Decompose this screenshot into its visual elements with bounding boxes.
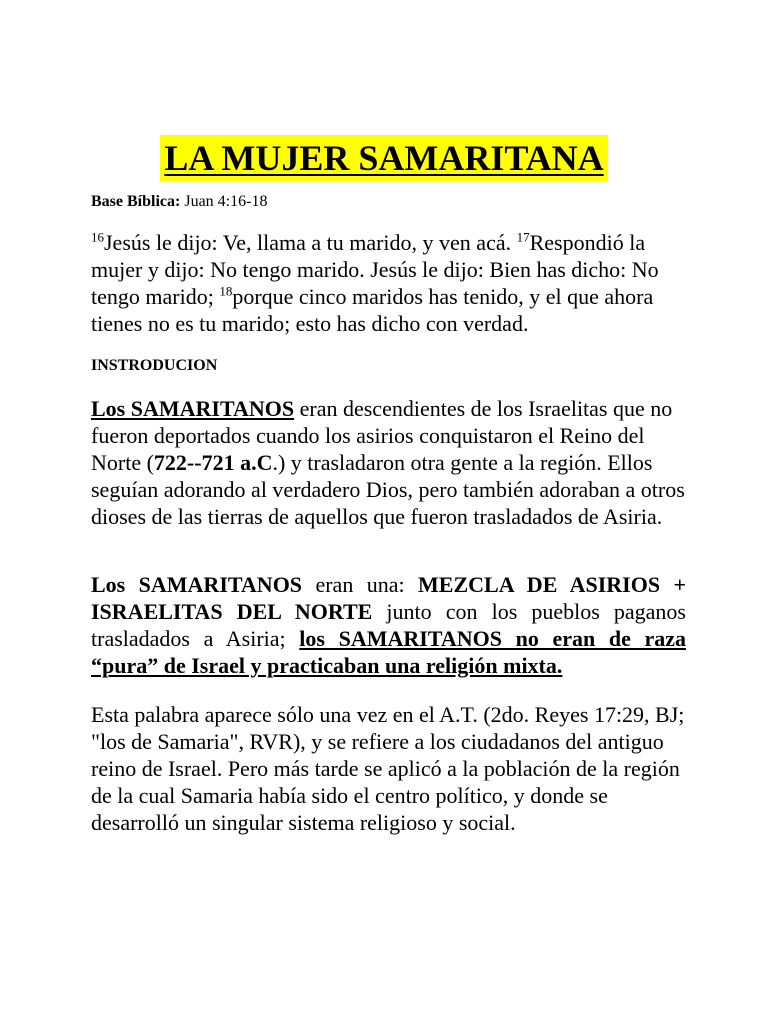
base-biblica-line [91, 192, 686, 212]
verse-16-text: Jesús le dijo: Ve, llama a tu marido, y ven acá. [104, 230, 517, 255]
paragraph-descendants [91, 395, 686, 530]
verse-number-16: 16 [91, 229, 104, 245]
verse-number-17: 17 [516, 229, 530, 245]
paragraph-lead: Los SAMARITANOS [91, 572, 303, 597]
verse-number-18: 18 [219, 283, 233, 299]
paragraph-text: .) y trasladaron otra gente a la región. Ellos seguían adorando al verdadero Dios, pero también adoraban a otros dioses de las tierras de aquellos que fueron trasladados de Asiria. [91, 450, 685, 529]
paragraph-word-usage: Esta palabra aparece sólo una vez en el A.T. (2do. Reyes 17:29, BJ; "los de Samaria", RVR), y se refiere a los ciudadanos del antiguo reino de Israel. Pero más tarde se aplicó a la población de la región de la cual Samaria había sido el centro político, y donde se desarrolló un singular sistema religioso y social. [91, 702, 685, 835]
scripture-verses [91, 229, 686, 337]
base-biblica-label: Base Bíblica: [91, 193, 181, 210]
paragraph-text: eran descendientes de los Israelitas que no fueron deportados cuando los asirios conquistaron el Reino del Norte ( [91, 396, 673, 475]
paragraph-conclusion: los SAMARITANOS no eran de raza “pura” de Israel y practicaban una religión mixta. [91, 626, 686, 678]
paragraph-mixture [91, 571, 686, 679]
section-heading: INSTRODUCION [91, 357, 218, 374]
paragraph-text: junto con los pueblos paganos trasladados a Asiria; [91, 599, 686, 651]
verse-18-text: porque cinco maridos has tenido, y el que ahora tienes no es tu marido; esto has dicho con verdad. [91, 284, 654, 336]
paragraph-text: eran una: [302, 572, 419, 597]
title-container [0, 135, 768, 181]
base-biblica-reference: Juan 4:16-18 [180, 193, 268, 210]
page-title: LA MUJER SAMARITANA [160, 135, 607, 181]
paragraph-lead: Los SAMARITANOS [91, 396, 295, 421]
mixture-emphasis: MEZCLA DE ASIRIOS + ISRAELITAS DEL NORTE [91, 572, 687, 624]
verse-17-text: Respondió la mujer y dijo: No tengo marido. Jesús le dijo: Bien has dicho: No tengo marido; [91, 230, 659, 309]
date-range: 722--721 a.C [153, 450, 273, 475]
